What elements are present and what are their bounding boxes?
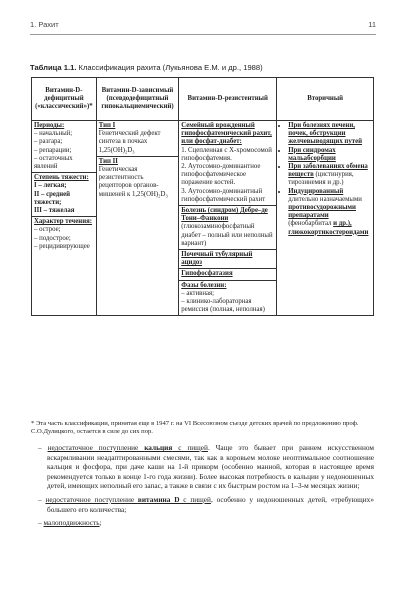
severity-item: I – легкая;: [34, 182, 67, 190]
header-vitd-resistant: Витамин-D-резистентный: [179, 78, 277, 121]
course-item: – подострое;: [34, 234, 71, 242]
fanconi-text: (глюкозаминофосфатный диабет – полный или неполный вариант): [181, 223, 273, 247]
chapter-title: 1. Рахит: [30, 20, 59, 29]
secondary-list: [279, 122, 371, 237]
cell-resistant: [179, 121, 277, 316]
cell-deficient: [32, 121, 97, 316]
type1-title: Тип I: [98, 122, 116, 129]
fanconi-block: [179, 205, 276, 248]
acidosis-title: Почечный тубулярный ацидоз: [181, 251, 253, 267]
resistant-item: 2. Аутосомно-доминантное гипофосфатемическое поражение костей.: [181, 163, 261, 187]
body-paragraph: – малоподвижность;: [38, 518, 102, 528]
table-caption-text: Классификация рахита (Лукьянова Е.М. и др., 1988): [76, 63, 263, 72]
period-item: – разгара;: [34, 138, 63, 146]
severity-item: II – средней тяжести;: [34, 190, 71, 206]
phase-item: – активная;: [181, 289, 215, 297]
table-header-row: [32, 78, 374, 121]
periods-title: Периоды:: [34, 122, 65, 129]
type2-text: Генетическая резистентность рецепторов органов-мишеней к 1,25(OH)₂D₃: [98, 166, 168, 198]
classification-table: [31, 77, 374, 316]
body-paragraph: – недостаточное поступление витамина D с пищей, особенно у недоношенных детей, «требующих» большего его количества;: [38, 494, 374, 514]
fanconi-title: Болезнь (синдром) Дебре–де Тони–Фанкони: [181, 207, 268, 223]
period-item: – начальный;: [34, 130, 73, 138]
course-title: Характер течения:: [34, 218, 93, 226]
type1-text: Генетический дефект синтеза в почках 1,25(OH)₂D₃: [98, 130, 161, 154]
secondary-item: • При болезнях печени, почек, обструкции желчевыводящих путей: [288, 122, 371, 147]
running-header: [30, 20, 376, 34]
header-secondary: Вторичный: [277, 78, 374, 121]
course-item: – рецидивирующее: [34, 242, 90, 250]
severity-title: Степень тяжести:: [34, 174, 89, 182]
table-label: Таблица 1.1.: [30, 63, 77, 72]
type2-title: Тип II: [98, 157, 118, 165]
period-item: – репарации;: [34, 146, 72, 154]
secondary-item: • Индуцированный длительно назначаемыми противосудорожными препаратами (фенобарбитал и др.), глюкокортикостероидами: [288, 188, 371, 237]
secondary-item: • При заболеваниях обмена веществ (цистинурия, тирозинемия и др.): [288, 163, 371, 188]
resistant-item: 1. Сцепленная с X-хромосомой гипофосфатемия.: [181, 146, 272, 162]
phosphate-diabetes-title: Семейный врожденный гипофосфатемический рахит, или фосфат-диабет:: [181, 122, 272, 146]
hypophosphatasia-title: Гипофосфатазия: [181, 270, 233, 278]
page-number: 11: [368, 20, 376, 29]
header-divider: [30, 34, 376, 35]
course-item: – острое;: [34, 226, 61, 234]
cell-secondary: [277, 121, 374, 316]
table-caption: [30, 63, 380, 72]
table-footnote: * Эта часть классификации, принятая еще в 1947 г. на VI Всесоюзном съезде детских врачей по предложению проф. С.О.Дулицкого, остается в силе до сих пор.: [31, 420, 359, 435]
table-body-row: [32, 121, 374, 316]
period-item: – остаточных явлений: [34, 154, 73, 171]
header-vitd-deficient: Витамин-D-дефицитный («классический»)*: [32, 78, 97, 121]
phase-item: – клинико-лабораторная ремиссия (полная, неполная): [181, 298, 265, 314]
secondary-item: • При синдромах мальабсорбции: [288, 147, 371, 163]
phases-title: Фазы болезни:: [181, 281, 227, 289]
header-vitd-dependent: Витамин-D-зависимый (псевдодефицитный гипокальциемический): [96, 78, 178, 121]
severity-item: III – тяжелая: [34, 207, 75, 215]
body-text: [33, 443, 374, 532]
body-paragraph: – недостаточное поступление кальция с пищей. Чаще это бывает при раннем искусственном вскармливании неадаптированными смесями, так как в коровьем молоке неоптимальное соотношение кальция и фосфора, при даче каши на 1-й прикорм (особенно манной, которая в настоящее время рекомендуется только в конце 1-го года жизни). Более высокая потребность в кальции у недоношенных детей, имеющих неполный его запас, а также в связи с их быстрым ростом на 1–3-м месяцах жизни;: [38, 443, 374, 491]
resistant-item: 3. Аутосомно-доминантный гипофосфатемический рахит: [181, 187, 266, 203]
cell-dependent: [96, 121, 178, 316]
